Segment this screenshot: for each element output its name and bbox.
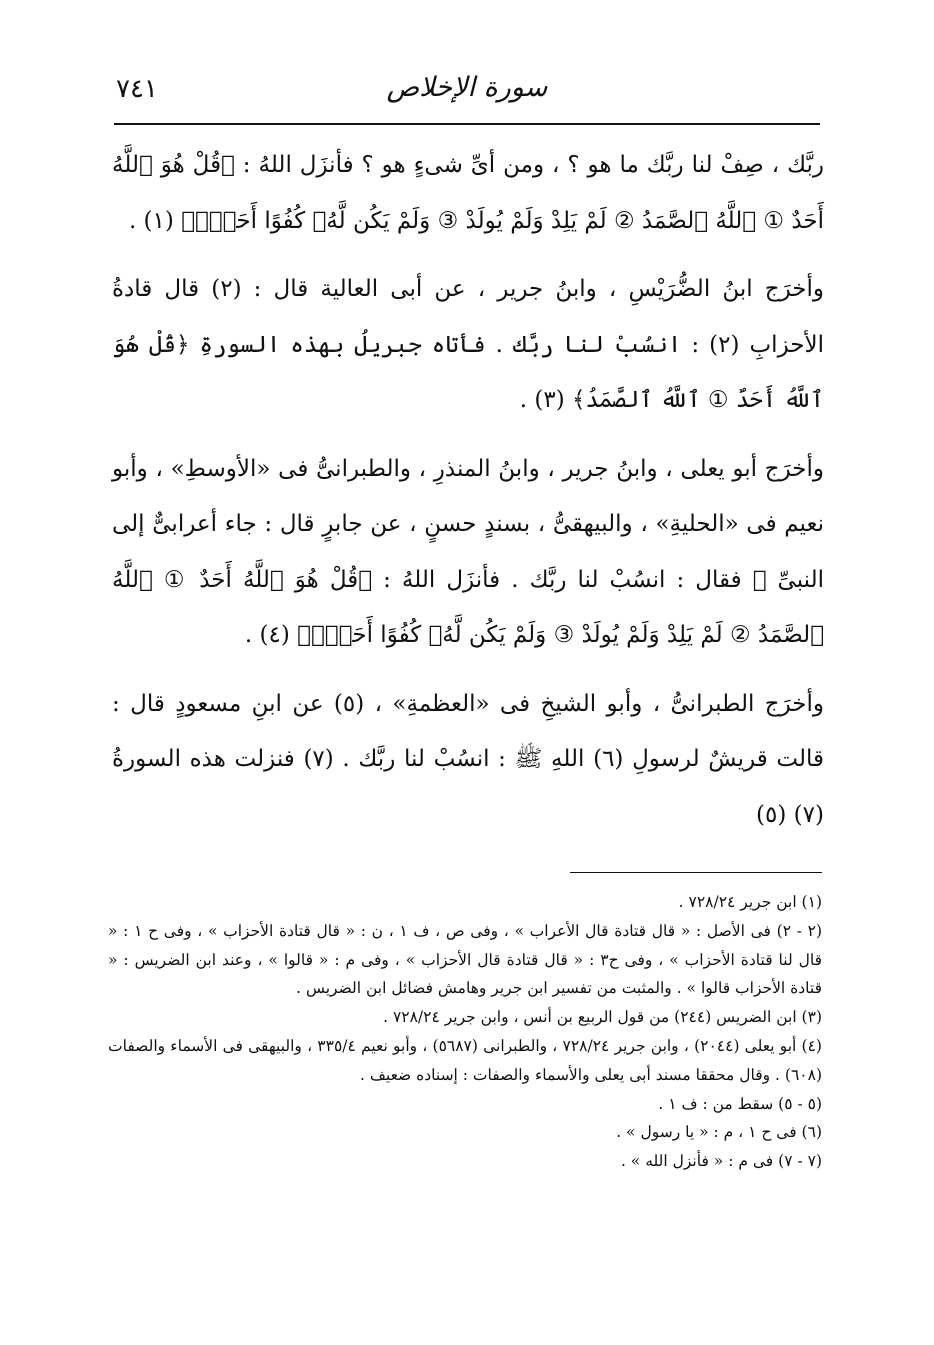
paragraph: ربَّك ، صِفْ لنا ربَّك ما هو ؟ ، ومن أىِّ شىءٍ هو ؟ فأنزَل اللهُ : ﴿قُلْ هُوَ ٱللَّهُ أَحَدٌ ① ٱللَّهُ ٱلصَّمَدُ ② لَمْ يَلِدْ وَلَمْ يُولَدْ ③ وَلَمْ يَكُن لَّهُۥ كُفُوًا أَحَدٌۢ﴾ (١) . — [112, 152, 825, 234]
footnote: (٦) فى ح ١ ، م : « يا رسول » . — [616, 1123, 822, 1142]
header-rule — [114, 123, 820, 125]
page-header — [114, 70, 820, 112]
footnote: (٤) أبو يعلى (٢٠٤٤) ، وابن جرير ٧٢٨/٢٤ ، والطبرانى (٥٦٨٧) ، وأبو نعيم ٣٣٥/٤ ، والبيهقى فى الأسماء والصفات (٦٠٨) . وقال محققا مسند أبى يعلى والأسماء والصفات : إسناده ضعيف . — [108, 1036, 822, 1084]
footnote: (٥ - ٥) سقط من : ف ١ . — [658, 1094, 822, 1113]
footnote: (١) ابن جرير ٧٢٨/٢٤ . — [678, 893, 822, 911]
footnote: (٣) ابن الضريس (٢٤٤) من قول الربيع بن أنس ، وابن جرير ٧٢٨/٢٤ . — [383, 1008, 822, 1027]
page-number: ٧٤١ — [116, 74, 158, 104]
footnote: (٧ - ٧) فى م : « فأنزل الله » . — [620, 1152, 822, 1171]
paragraph: وأخرَج أبو يعلى ، وابنُ جرير ، وابنُ المنذرِ ، والطبرانىُّ فى «الأوسطِ» ، وأبو نعيم فى «الحليةِ» ، والبيهقىُّ ، بسندٍ حسنٍ ، عن جابرٍ قال : جاء أعرابىٌّ إلى النبىِّ ﷺ فقال : انسُبْ لنا ربَّك . فأنزَل اللهُ : ﴿قُلْ هُوَ ٱللَّهُ أَحَدٌ ① ٱللَّهُ ٱلصَّمَدُ ② لَمْ يَلِدْ وَلَمْ يُولَدْ ③ وَلَمْ يَكُن لَّهُۥ كُفُوًا أَحَدٌۢ﴾ (٤) . — [112, 455, 824, 648]
footnote-separator — [570, 872, 822, 873]
main-text — [112, 138, 824, 856]
running-title: سورة الإخلاص — [386, 72, 548, 103]
footnote: (٢ - ٢) فى الأصل : « قال قتادة قال الأعراب » ، وفى ص ، ف ١ ، ن : « قال قتادة الأحزاب » ، وفى ح ١ : « قال لنا قتادة الأحزاب » ، وفى ح٣ : « قال قتادة قال الأحزاب » ، وفى م : « قالوا » ، وعند ابن الضريس : « قتادة الأحزاب قالوا » . والمثبت من تفسير ابن جرير وهامش فضائل ابن الضريس . — [108, 921, 823, 998]
footnotes — [108, 888, 822, 1176]
paragraph: وأخرَج الطبرانىُّ ، وأبو الشيخِ فى «العظمةِ» ، (٥) عن ابنِ مسعودٍ قال : قالت قريشٌ لرسولِ (٦) اللهِ ﷺ : انسُبْ لنا ربَّك . (٧) فنزلت هذه السورةُ (٧) (٥) — [112, 690, 824, 828]
paragraph: وأخرَج ابنُ الضُّرَيْسِ ، وابنُ جرير ، عن أبى العالية قال : (٢) قال قادةُ الأحزابِ (٢) : انسُبْ لنا ربَّك . فأتاه جبريلُ بهذه السورةِ ﴿قُلْ هُوَ ٱللَّهُ أَحَدٌ ① ٱللَّهُ ٱلصَّمَدُ﴾ (٣) . — [112, 276, 824, 413]
